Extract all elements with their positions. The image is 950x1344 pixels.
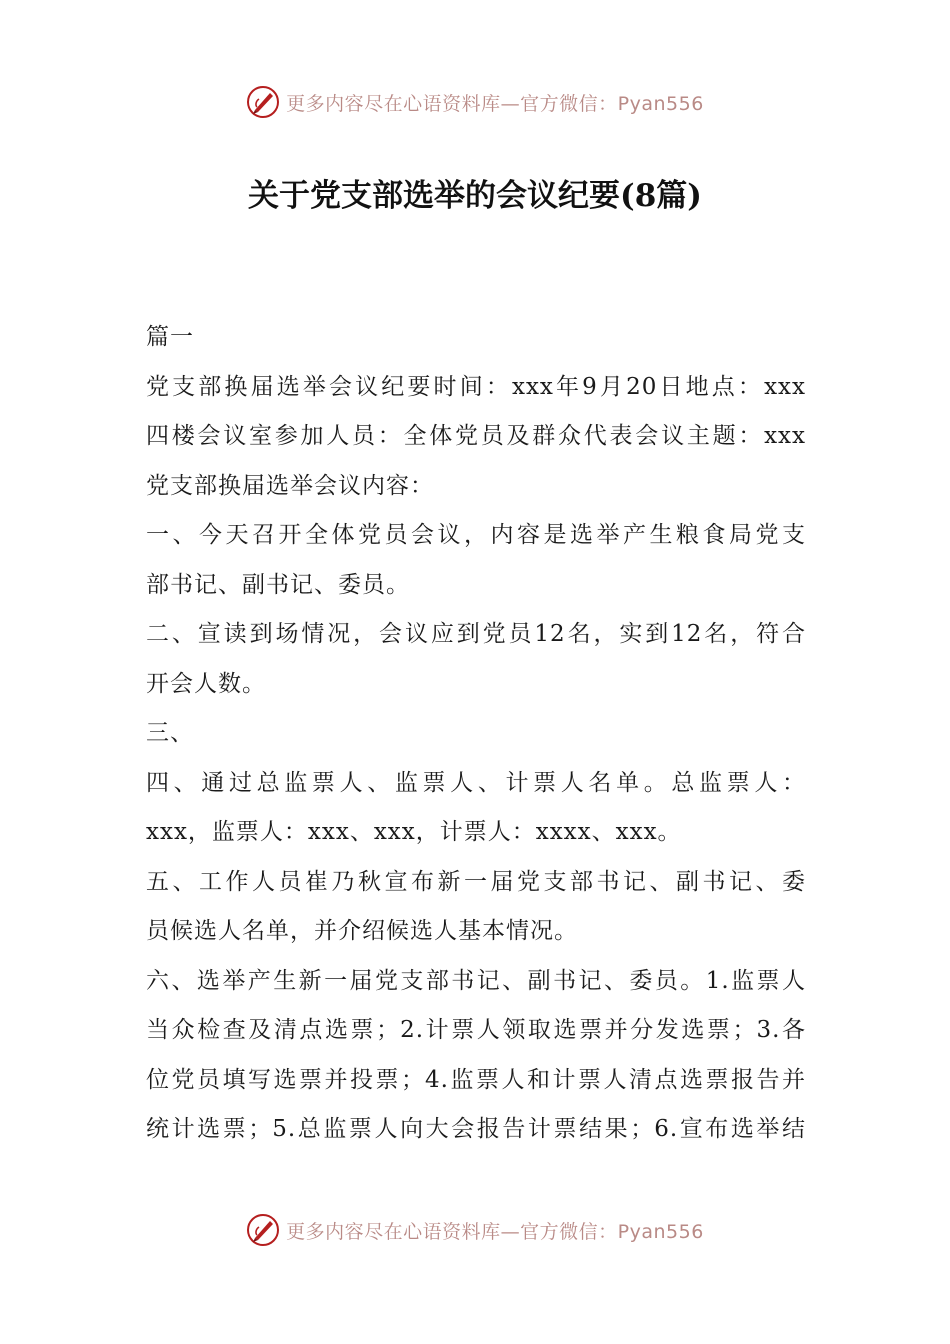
body-line: 员候选人名单，并介绍候选人基本情况。 xyxy=(146,918,578,944)
body-line: 二、宣读到场情况，会议应到党员12名，实到12名，符合 xyxy=(146,621,806,647)
body-line: 统计选票；5.总监票人向大会报告计票结果；6.宣布选举结 xyxy=(146,1116,806,1142)
body-line: 三、 xyxy=(146,720,194,746)
body-line: 六、选举产生新一届党支部书记、副书记、委员。1.监票人 xyxy=(146,967,806,994)
body-line: 党支部换届选举会议纪要时间：xxx年9月20日地点：xxx xyxy=(146,373,806,400)
quill-pen-logo-icon xyxy=(246,1213,280,1247)
body-line: 五、工作人员崔乃秋宣布新一届党支部书记、副书记、委 xyxy=(146,868,806,895)
quill-pen-logo-icon xyxy=(246,85,280,119)
body-line: xxx，监票人：xxx、xxx，计票人：xxxx、xxx。 xyxy=(146,819,682,845)
watermark-text-cn: 更多内容尽在心语资料库—官方微信： xyxy=(286,1220,618,1243)
body-line: 一、今天召开全体党员会议，内容是选举产生粮食局党支 xyxy=(146,522,806,548)
body-line: 部书记、副书记、委员。 xyxy=(146,571,410,598)
watermark-text xyxy=(286,89,704,116)
body-line: 篇一 xyxy=(146,324,194,350)
body-line: 党支部换届选举会议内容： xyxy=(146,472,434,499)
body-line: 开会人数。 xyxy=(146,670,266,697)
body-line: 当众检查及清点选票；2.计票人领取选票并分发选票；3.各 xyxy=(146,1017,806,1043)
body-line: 四楼会议室参加人员：全体党员及群众代表会议主题：xxx xyxy=(146,423,806,449)
header-watermark xyxy=(0,82,950,122)
watermark-text xyxy=(286,1217,704,1244)
watermark-wechat-id: Pyan556 xyxy=(617,92,704,115)
watermark-text-cn: 更多内容尽在心语资料库—官方微信： xyxy=(286,92,618,115)
body-line: 位党员填写选票并投票；4.监票人和计票人清点选票报告并 xyxy=(146,1066,806,1093)
watermark-wechat-id: Pyan556 xyxy=(617,1220,704,1243)
document-body xyxy=(146,313,806,1155)
document-title: 关于党支部选举的会议纪要(8篇) xyxy=(248,178,702,214)
footer-watermark xyxy=(0,1210,950,1250)
body-line: 四、通过总监票人、监票人、计票人名单。总监票人： xyxy=(146,769,806,796)
